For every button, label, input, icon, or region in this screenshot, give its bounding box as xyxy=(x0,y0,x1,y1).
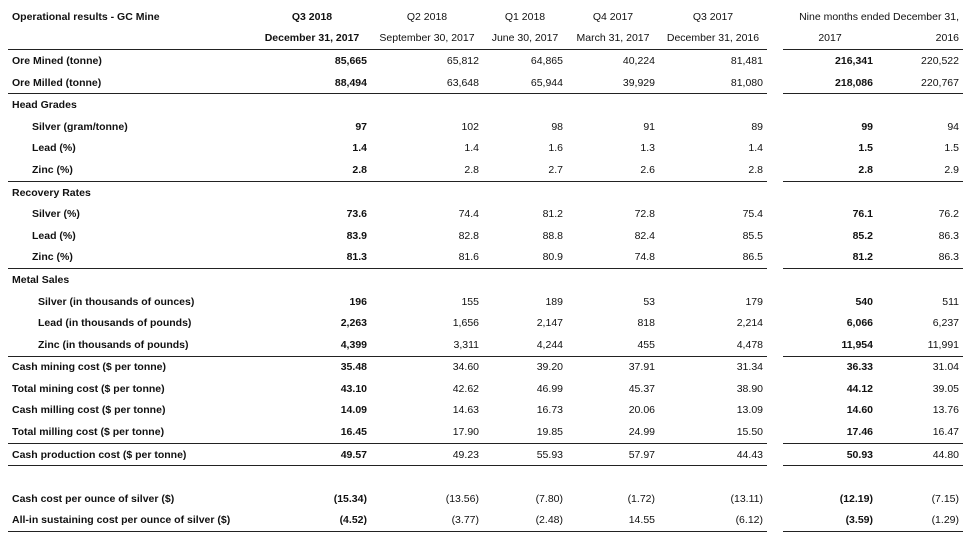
table-cell: 44.12 xyxy=(846,382,873,395)
table-cell: 43.10 xyxy=(340,382,367,395)
table-row-rec-silver xyxy=(8,203,963,225)
table-cell: 2.6 xyxy=(567,159,659,181)
table-cell: (2.48) xyxy=(483,510,567,532)
table-cell: 85.2 xyxy=(852,229,873,242)
table-cell: 2,263 xyxy=(340,317,367,330)
table-cell: 179 xyxy=(745,295,763,308)
table-row-total-mining xyxy=(8,378,963,400)
table-cell: 13.76 xyxy=(932,404,959,417)
table-cell: 6,066 xyxy=(846,317,873,330)
table-cell: 65,944 xyxy=(483,72,567,94)
table-cell: (7.80) xyxy=(535,492,563,505)
table-cell: 13.09 xyxy=(736,404,763,417)
table-cell: 38.90 xyxy=(736,382,763,395)
row-label: Cash milling cost ($ per tonne) xyxy=(12,404,166,417)
table-cell: 511 xyxy=(942,295,959,308)
row-label: Total milling cost ($ per tonne) xyxy=(8,421,253,443)
row-label: Ore Milled (tonne) xyxy=(8,72,253,94)
table-cell: 2,147 xyxy=(536,317,563,330)
table-cell: 81.3 xyxy=(253,247,371,269)
table-cell: 4,478 xyxy=(659,334,767,356)
table-cell: 49.57 xyxy=(253,443,371,466)
table-row-ore-mined xyxy=(8,50,963,72)
table-cell: 11,991 xyxy=(877,334,963,356)
table-cell xyxy=(371,181,483,203)
table-cell: 82.4 xyxy=(634,229,655,242)
operational-results-table xyxy=(8,6,963,532)
row-label: Metal Sales xyxy=(12,273,70,286)
table-row-head-lead xyxy=(8,138,963,160)
table-cell: 2.8 xyxy=(783,159,877,181)
table-cell: 35.48 xyxy=(340,361,367,374)
table-cell xyxy=(659,94,767,116)
table-cell: 88,494 xyxy=(253,72,371,94)
table-cell: 2.8 xyxy=(253,159,371,181)
table-cell xyxy=(253,181,371,203)
table-cell: 65,812 xyxy=(446,54,479,67)
table-cell: 102 xyxy=(461,120,479,133)
table-cell: 40,224 xyxy=(622,54,655,67)
table-cell xyxy=(567,269,659,291)
table-row-rec-lead xyxy=(8,225,963,247)
table-title: Operational results - GC Mine xyxy=(12,10,160,23)
table-cell: 818 xyxy=(637,317,655,330)
table-cell: 455 xyxy=(567,334,659,356)
table-cell xyxy=(253,269,371,291)
table-cell: 81.6 xyxy=(371,247,483,269)
row-label: Zinc (in thousands of pounds) xyxy=(8,334,253,356)
table-cell: 11,954 xyxy=(783,334,877,356)
table-row-cash-cost-silver xyxy=(8,488,963,510)
table-cell: 24.99 xyxy=(567,421,659,443)
table-cell: 50.93 xyxy=(783,443,877,466)
row-label: Head Grades xyxy=(12,99,77,112)
table-cell: 216,341 xyxy=(835,54,873,67)
table-cell: 16.45 xyxy=(253,421,371,443)
table-cell: 196 xyxy=(349,295,367,308)
table-cell: 64,865 xyxy=(530,54,563,67)
table-row-head-zinc xyxy=(8,159,963,181)
table-cell: 42.62 xyxy=(452,382,479,395)
table-cell xyxy=(483,181,567,203)
table-cell: 53 xyxy=(643,295,655,308)
table-cell: 81.2 xyxy=(542,208,563,221)
table-cell: 1.5 xyxy=(858,142,873,155)
row-label: Silver (%) xyxy=(32,208,80,221)
table-cell: (3.59) xyxy=(783,510,877,532)
table-cell xyxy=(877,94,963,116)
table-cell xyxy=(483,269,567,291)
table-cell xyxy=(783,269,877,291)
row-label: Total mining cost ($ per tonne) xyxy=(12,382,165,395)
table-cell: 76.2 xyxy=(938,208,959,221)
table-cell: 220,522 xyxy=(921,54,959,67)
table-cell: 4,244 xyxy=(483,334,567,356)
table-cell: 3,311 xyxy=(371,334,483,356)
table-cell: 83.9 xyxy=(346,229,367,242)
table-cell: (4.52) xyxy=(253,510,371,532)
header-date-q2-2018: September 30, 2017 xyxy=(371,28,483,50)
table-cell: 86.3 xyxy=(877,247,963,269)
table-cell: (7.15) xyxy=(931,492,959,505)
table-row-sales-silver xyxy=(8,291,963,313)
table-cell: 1,656 xyxy=(452,317,479,330)
table-cell: 2.9 xyxy=(877,159,963,181)
table-cell: 16.73 xyxy=(536,404,563,417)
header-row-1 xyxy=(8,6,963,28)
table-cell xyxy=(877,181,963,203)
table-cell: 81,481 xyxy=(730,54,763,67)
row-label: Lead (%) xyxy=(32,229,76,242)
table-cell: 31.04 xyxy=(932,361,959,374)
table-cell: 1.4 xyxy=(352,142,367,155)
table-cell: 220,767 xyxy=(877,72,963,94)
table-cell: (13.56) xyxy=(445,492,479,505)
header-year-2016: 2016 xyxy=(877,28,963,50)
table-cell: 57.97 xyxy=(567,443,659,466)
table-cell: 1.5 xyxy=(944,142,959,155)
table-cell: 45.37 xyxy=(628,382,655,395)
table-cell: 14.55 xyxy=(567,510,659,532)
table-cell: 4,399 xyxy=(253,334,371,356)
table-cell xyxy=(877,269,963,291)
table-cell: 85,665 xyxy=(334,54,367,67)
table-cell xyxy=(567,94,659,116)
table-cell: 20.06 xyxy=(628,404,655,417)
table-cell: (13.11) xyxy=(730,492,763,505)
table-cell xyxy=(783,181,877,203)
table-cell: 44.80 xyxy=(877,443,963,466)
table-cell: 91 xyxy=(643,120,655,133)
row-label: Lead (in thousands of pounds) xyxy=(38,317,192,330)
table-row-head-grades xyxy=(8,94,963,116)
table-cell: 63,648 xyxy=(371,72,483,94)
table-cell: 31.34 xyxy=(736,361,763,374)
table-cell: 17.90 xyxy=(371,421,483,443)
header-date-q3-2017: December 31, 2016 xyxy=(659,28,767,50)
header-q1-2018: Q1 2018 xyxy=(504,10,546,23)
table-cell: 74.8 xyxy=(567,247,659,269)
table-cell xyxy=(659,269,767,291)
table-cell: 14.09 xyxy=(340,404,367,417)
table-cell: 17.46 xyxy=(783,421,877,443)
table-row-cash-milling xyxy=(8,400,963,422)
table-cell: 85.5 xyxy=(742,229,763,242)
header-date-q4-2017: March 31, 2017 xyxy=(567,28,659,50)
row-label: Zinc (%) xyxy=(8,247,253,269)
table-cell: 36.33 xyxy=(846,361,873,374)
table-cell: 80.9 xyxy=(483,247,567,269)
table-cell: (3.77) xyxy=(371,510,483,532)
table-cell: 39.20 xyxy=(536,361,563,374)
table-cell: 88.8 xyxy=(542,229,563,242)
table-cell xyxy=(483,94,567,116)
row-label: Silver (in thousands of ounces) xyxy=(38,295,195,308)
table-cell: 74.4 xyxy=(458,208,479,221)
header-q3-2018: Q3 2018 xyxy=(291,10,333,23)
table-row-metal-sales xyxy=(8,269,963,291)
table-cell: 82.8 xyxy=(458,229,479,242)
header-q3-2017: Q3 2017 xyxy=(692,10,734,23)
header-q2-2018: Q2 2018 xyxy=(406,10,448,23)
table-cell: 86.3 xyxy=(938,229,959,242)
table-cell: 75.4 xyxy=(742,208,763,221)
table-row-aisc-silver xyxy=(8,510,963,532)
table-cell: 39.05 xyxy=(932,382,959,395)
table-cell: 1.3 xyxy=(640,142,655,155)
table-row-ore-milled xyxy=(8,72,963,94)
table-cell: 6,237 xyxy=(932,317,959,330)
table-cell: (12.19) xyxy=(839,492,873,505)
table-cell: 99 xyxy=(861,120,873,133)
table-cell: (1.72) xyxy=(627,492,655,505)
header-nine-months: Nine months ended December 31, xyxy=(799,10,959,23)
table-row-head-silver xyxy=(8,116,963,138)
table-cell: 15.50 xyxy=(659,421,767,443)
table-cell: 155 xyxy=(461,295,479,308)
table-cell: 98 xyxy=(551,120,563,133)
table-row-cash-mining xyxy=(8,356,963,378)
row-label: Cash cost per ounce of silver ($) xyxy=(12,492,175,505)
table-cell: 34.60 xyxy=(452,361,479,374)
table-cell: 86.5 xyxy=(659,247,767,269)
table-row-recovery-rates xyxy=(8,181,963,203)
table-cell: 16.47 xyxy=(877,421,963,443)
header-q4-2017: Q4 2017 xyxy=(592,10,634,23)
table-cell: 2.8 xyxy=(659,159,767,181)
table-cell: 46.99 xyxy=(536,382,563,395)
table-cell: 44.43 xyxy=(659,443,767,466)
table-cell: 189 xyxy=(545,295,563,308)
row-label: Recovery Rates xyxy=(12,186,91,199)
table-cell: (15.34) xyxy=(333,492,367,505)
table-cell: 39,929 xyxy=(567,72,659,94)
header-row-2 xyxy=(8,28,963,50)
row-label: Cash mining cost ($ per tonne) xyxy=(12,361,167,374)
table-cell: 89 xyxy=(751,120,763,133)
table-cell: 37.91 xyxy=(628,361,655,374)
row-label: Zinc (%) xyxy=(8,159,253,181)
table-cell: 94 xyxy=(947,120,959,133)
header-date-q3-2018: December 31, 2017 xyxy=(253,28,371,50)
table-cell: 49.23 xyxy=(371,443,483,466)
table-cell: 2.7 xyxy=(483,159,567,181)
row-label: All-in sustaining cost per ounce of silver ($) xyxy=(8,510,253,532)
table-cell: (1.29) xyxy=(877,510,963,532)
table-row-cash-production xyxy=(8,443,963,466)
table-cell: 72.8 xyxy=(634,208,655,221)
row-label: Lead (%) xyxy=(32,142,76,155)
row-label: Cash production cost ($ per tonne) xyxy=(8,443,253,466)
table-cell: 14.63 xyxy=(452,404,479,417)
table-cell: 73.6 xyxy=(346,208,367,221)
row-label: Silver (gram/tonne) xyxy=(32,120,128,133)
table-cell xyxy=(659,181,767,203)
table-cell: 76.1 xyxy=(852,208,873,221)
table-cell: 1.6 xyxy=(548,142,563,155)
table-row-sales-zinc xyxy=(8,334,963,356)
table-cell: 1.4 xyxy=(464,142,479,155)
table-cell: (6.12) xyxy=(659,510,767,532)
table-cell: 2,214 xyxy=(736,317,763,330)
table-cell xyxy=(371,94,483,116)
table-cell: 1.4 xyxy=(748,142,763,155)
table-cell: 81,080 xyxy=(659,72,767,94)
table-cell: 14.60 xyxy=(846,404,873,417)
table-cell: 97 xyxy=(355,120,367,133)
table-row-rec-zinc xyxy=(8,247,963,269)
table-cell xyxy=(567,181,659,203)
table-row-sales-lead xyxy=(8,312,963,334)
table-cell: 19.85 xyxy=(483,421,567,443)
table-cell xyxy=(371,269,483,291)
table-cell: 81.2 xyxy=(783,247,877,269)
header-year-2017: 2017 xyxy=(783,28,877,50)
table-cell xyxy=(783,94,877,116)
header-date-q1-2018: June 30, 2017 xyxy=(483,28,567,50)
table-cell: 55.93 xyxy=(483,443,567,466)
row-label: Ore Mined (tonne) xyxy=(12,54,102,67)
table-cell: 218,086 xyxy=(783,72,877,94)
table-cell: 2.8 xyxy=(371,159,483,181)
table-cell xyxy=(253,94,371,116)
table-row-total-milling xyxy=(8,421,963,443)
table-cell: 540 xyxy=(855,295,873,308)
